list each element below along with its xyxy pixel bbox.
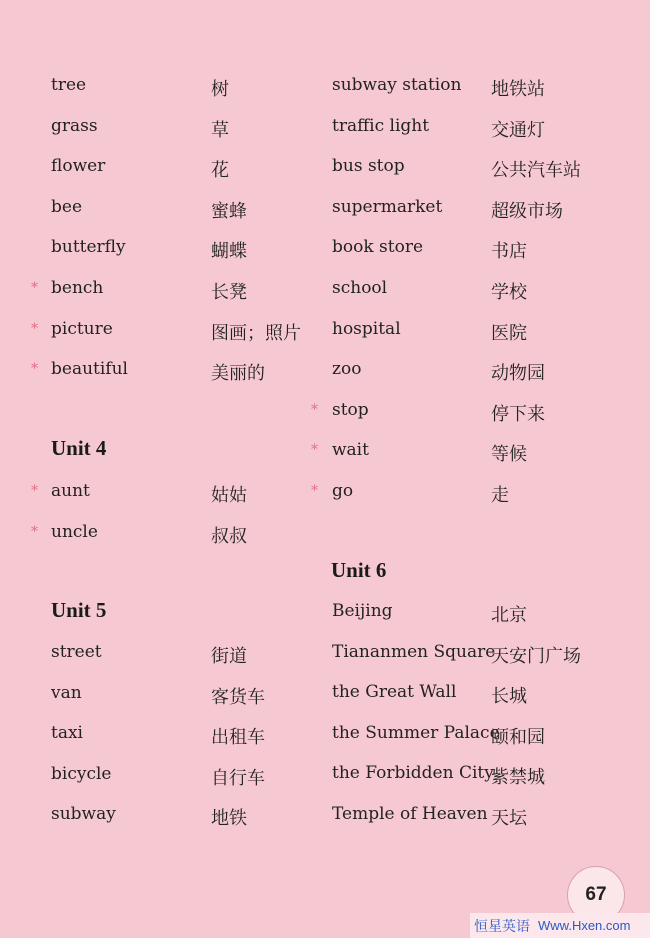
watermark-brand: 恒星英语 [474,918,530,935]
star-icon: * [311,401,318,418]
chinese-translation: 交通灯 [491,119,545,141]
unit-4-heading: Unit 4 [51,436,107,460]
vocab-entry [51,75,351,103]
vocab-entry [51,156,351,184]
vocab-entry [332,197,632,225]
english-word: flower [51,156,106,177]
vocab-entry [332,237,632,265]
english-word: Beijing [332,601,393,621]
english-word: bus stop [332,156,405,177]
chinese-translation: 客货车 [211,686,265,708]
english-word: beautiful [51,359,128,380]
english-word: subway [51,804,116,825]
vocab-entry [31,481,354,509]
chinese-translation: 街道 [211,646,247,667]
chinese-translation: 姑姑 [211,485,247,506]
english-word: zoo [332,359,362,380]
star-icon: * [31,523,38,540]
english-word: Temple of Heaven [332,804,488,824]
chinese-translation: 颐和园 [491,726,545,748]
english-word: tree [51,75,87,95]
chinese-translation: 天坛 [491,808,527,829]
english-word: school [332,278,388,298]
chinese-translation: 地铁站 [491,79,545,100]
english-word: the Great Wall [332,682,457,703]
english-word: uncle [51,521,98,542]
vocab-entry [332,319,632,347]
chinese-translation: 等候 [491,444,527,466]
vocab-entry [51,764,351,792]
vocab-entry [332,156,632,184]
chinese-translation: 医院 [491,322,527,344]
chinese-translation: 超级市场 [491,200,563,222]
vocab-entry [332,642,632,670]
english-word: van [51,682,82,703]
unit-6-heading: Unit 6 [331,558,387,582]
vocab-entry [31,318,351,347]
english-word: butterfly [51,237,126,258]
vocab-entry [51,197,351,225]
english-word: Tiananmen Square [332,641,496,662]
english-word: taxi [51,723,83,744]
chinese-translation: 蝴蝶 [211,241,247,263]
vocab-entry [51,642,351,670]
english-word: wait [332,440,369,461]
chinese-translation: 草 [211,119,229,141]
site-watermark [470,913,650,938]
chinese-translation: 公共汽车站 [491,160,581,182]
star-icon: * [31,483,38,499]
chinese-translation: 图画；照片 [211,322,301,344]
vocab-entry [332,723,632,751]
star-icon: * [311,442,318,459]
chinese-translation: 停下来 [491,403,545,425]
chinese-translation: 蜜蜂 [211,200,247,222]
chinese-translation: 自行车 [211,767,265,789]
vocab-entry [332,359,632,387]
chinese-translation: 天安门广场 [491,645,581,667]
vocab-entry [332,116,632,144]
english-word: the Summer Palace [332,722,500,743]
english-word: book store [332,237,424,258]
star-icon: * [311,483,318,499]
chinese-translation: 走 [491,485,509,506]
vocab-entry [311,399,632,428]
vocab-entry [31,278,351,306]
english-word: grass [51,115,98,136]
english-word: go [332,481,354,501]
vocab-entry [311,440,632,468]
chinese-translation: 长城 [491,686,527,708]
chinese-translation: 出租车 [211,727,265,749]
chinese-translation: 紫禁城 [491,767,545,789]
english-word: bee [51,196,83,217]
star-icon: * [31,280,38,296]
english-word: bicycle [51,763,112,784]
english-word: street [51,642,102,662]
chinese-translation: 叔叔 [211,525,247,547]
chinese-translation: 动物园 [491,363,545,385]
english-word: hospital [332,318,401,339]
page-number: 67 [567,866,625,924]
chinese-translation: 树 [211,79,229,100]
vocab-entry [332,278,632,306]
chinese-translation: 美丽的 [211,363,265,385]
english-word: subway station [332,75,462,95]
chinese-translation: 书店 [491,241,527,263]
vocab-entry [51,723,351,751]
english-word: bench [51,278,104,298]
english-word: aunt [51,481,90,501]
chinese-translation: 花 [211,160,229,182]
vocab-entry [51,683,351,711]
vocab-entry [332,763,632,791]
watermark-url: Www.Hxen.com [538,918,631,933]
chinese-translation: 学校 [491,282,527,303]
vocab-entry [31,359,351,387]
vocab-entry [51,116,351,144]
vocab-entry [311,481,632,509]
english-word: the Forbidden City [332,763,494,784]
vocab-entry [332,601,632,629]
english-word: stop [332,399,369,420]
star-icon: * [31,320,38,337]
vocab-entry [332,804,632,832]
vocab-entry [31,521,351,550]
vocab-entry [51,804,351,832]
unit-5-heading: Unit 5 [51,598,107,622]
chinese-translation: 长凳 [211,282,247,303]
english-word: picture [51,318,113,339]
chinese-translation: 北京 [491,605,527,626]
vocab-entry [51,237,351,265]
vocab-entry [332,75,632,103]
english-word: supermarket [332,196,443,217]
star-icon: * [31,361,38,378]
english-word: traffic light [332,115,430,136]
vocab-entry [332,682,632,710]
chinese-translation: 地铁 [211,808,247,830]
